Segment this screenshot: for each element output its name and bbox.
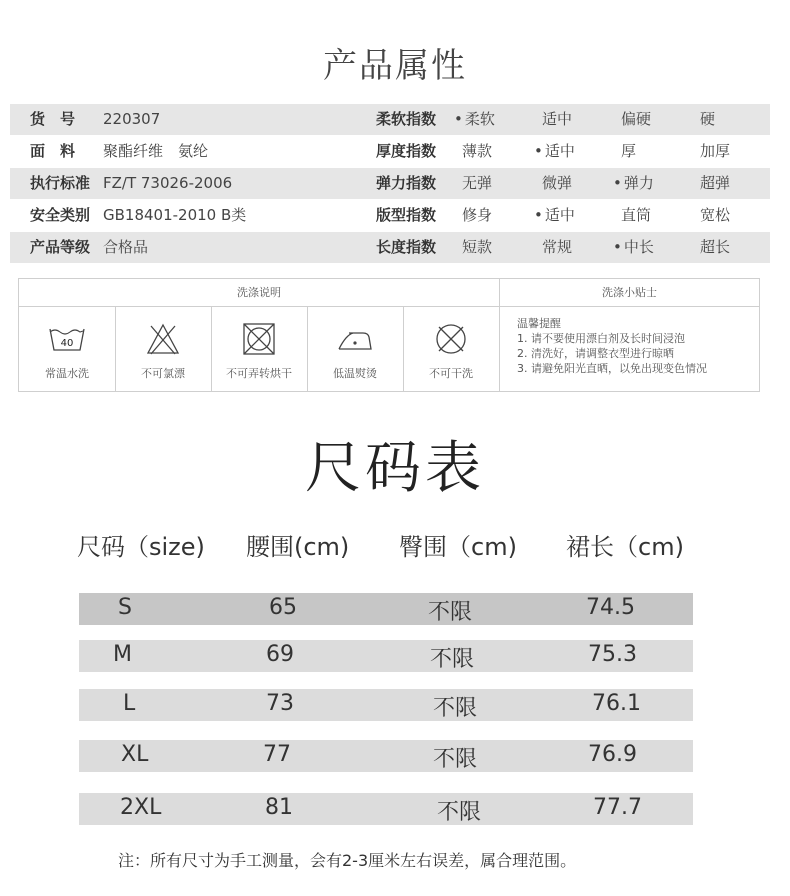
no-dry-clean-icon (403, 319, 499, 359)
size-cell-waist: 65 (269, 595, 297, 620)
size-cell-size: 2XL (120, 795, 162, 820)
attribute-label: 执行标准 (30, 174, 91, 192)
tip-item: 2. 清洗好，请调整衣型进行晾晒 (517, 347, 674, 360)
tip-item: 1. 请不要使用漂白剂及长时间浸泡 (517, 332, 685, 345)
index-option: 超长 (700, 238, 731, 256)
size-cell-waist: 73 (266, 691, 294, 716)
size-cell-hip: 不限 (428, 600, 473, 625)
size-cell-size: XL (121, 742, 149, 767)
size-cell-length: 77.7 (593, 795, 642, 820)
tip-item: 3. 请避免阳光直晒，以免出现变色情况 (517, 362, 707, 375)
attribute-row (10, 200, 770, 231)
index-option: 常规 (542, 238, 573, 256)
size-chart-title: 尺码表 (305, 436, 485, 501)
index-label: 厚度指数 (376, 142, 437, 160)
size-cell-hip: 不限 (437, 800, 482, 825)
wash-40-icon (19, 319, 115, 359)
attribute-label: 面 料 (30, 142, 76, 160)
care-header-left: 洗涤说明 (19, 279, 499, 307)
index-option-selected: • 适中 (534, 200, 575, 231)
care-label: 常温水洗 (45, 367, 89, 380)
index-option-selected: • 柔软 (454, 104, 495, 135)
attribute-row (10, 168, 770, 199)
size-cell-hip: 不限 (430, 647, 475, 672)
attribute-label: 安全类别 (30, 206, 91, 224)
index-option: 修身 (462, 206, 493, 224)
no-tumble-dry-icon (211, 319, 307, 359)
attribute-row (10, 232, 770, 263)
index-option: 超弹 (700, 174, 731, 192)
attribute-value: 220307 (103, 110, 161, 128)
care-label: 不可氯漂 (141, 367, 185, 380)
index-option: 短款 (462, 238, 493, 256)
index-option: 微弹 (542, 174, 573, 192)
index-option: 直筒 (621, 206, 652, 224)
index-option: 硬 (700, 110, 716, 128)
attribute-value: 聚酯纤维 氨纶 (103, 142, 209, 160)
care-label: 不可弄转烘干 (226, 367, 292, 380)
size-cell-size: M (113, 642, 132, 667)
size-cell-size: L (123, 691, 136, 716)
low-iron-icon (307, 319, 403, 359)
index-label: 长度指数 (376, 238, 437, 256)
care-label: 不可干洗 (429, 367, 473, 380)
no-bleach-icon (115, 319, 211, 359)
care-section (18, 278, 760, 392)
index-label: 柔软指数 (376, 110, 437, 128)
care-header-right: 洗涤小贴士 (500, 279, 759, 307)
attribute-value: GB18401-2010 B类 (103, 206, 247, 224)
size-cell-hip: 不限 (433, 696, 478, 721)
size-cell-length: 75.3 (588, 642, 637, 667)
care-divider (499, 279, 500, 391)
tips-title: 温馨提醒 (517, 317, 561, 330)
header-hip: 臀围（cm) (399, 533, 517, 561)
attribute-value: FZ/T 73026-2006 (103, 174, 233, 192)
index-option: 无弹 (462, 174, 493, 192)
attribute-row (10, 136, 770, 167)
attribute-row (10, 104, 770, 135)
care-label: 低温熨烫 (333, 367, 377, 380)
index-option-selected: • 弹力 (613, 168, 654, 199)
measurement-note: 注：所有尺寸为手工测量，会有2-3厘米左右误差，属合理范围。 (118, 851, 577, 870)
index-option: 宽松 (700, 206, 731, 224)
header-waist: 腰围(cm) (246, 533, 350, 561)
index-option: 适中 (542, 110, 573, 128)
index-option: 偏硬 (621, 110, 652, 128)
size-cell-length: 76.1 (592, 691, 641, 716)
index-option: 厚 (621, 142, 637, 160)
index-option: 加厚 (700, 142, 731, 160)
index-label: 版型指数 (376, 206, 437, 224)
size-cell-waist: 69 (266, 642, 294, 667)
size-cell-hip: 不限 (433, 747, 478, 772)
index-label: 弹力指数 (376, 174, 437, 192)
header-length: 裙长（cm) (566, 533, 684, 561)
size-cell-length: 74.5 (586, 595, 635, 620)
index-option-selected: • 中长 (613, 232, 654, 263)
svg-text:40: 40 (60, 338, 74, 349)
attribute-value: 合格品 (103, 238, 149, 256)
size-cell-size: S (118, 595, 132, 620)
header-size: 尺码（size) (77, 533, 205, 561)
attributes-title: 产品属性 (323, 46, 467, 86)
attribute-label: 货 号 (30, 110, 76, 128)
care-tips (517, 316, 707, 376)
size-cell-length: 76.9 (588, 742, 637, 767)
index-option-selected: • 适中 (534, 136, 575, 167)
attribute-label: 产品等级 (30, 238, 91, 256)
size-cell-waist: 81 (265, 795, 293, 820)
size-cell-waist: 77 (263, 742, 291, 767)
index-option: 薄款 (462, 142, 493, 160)
